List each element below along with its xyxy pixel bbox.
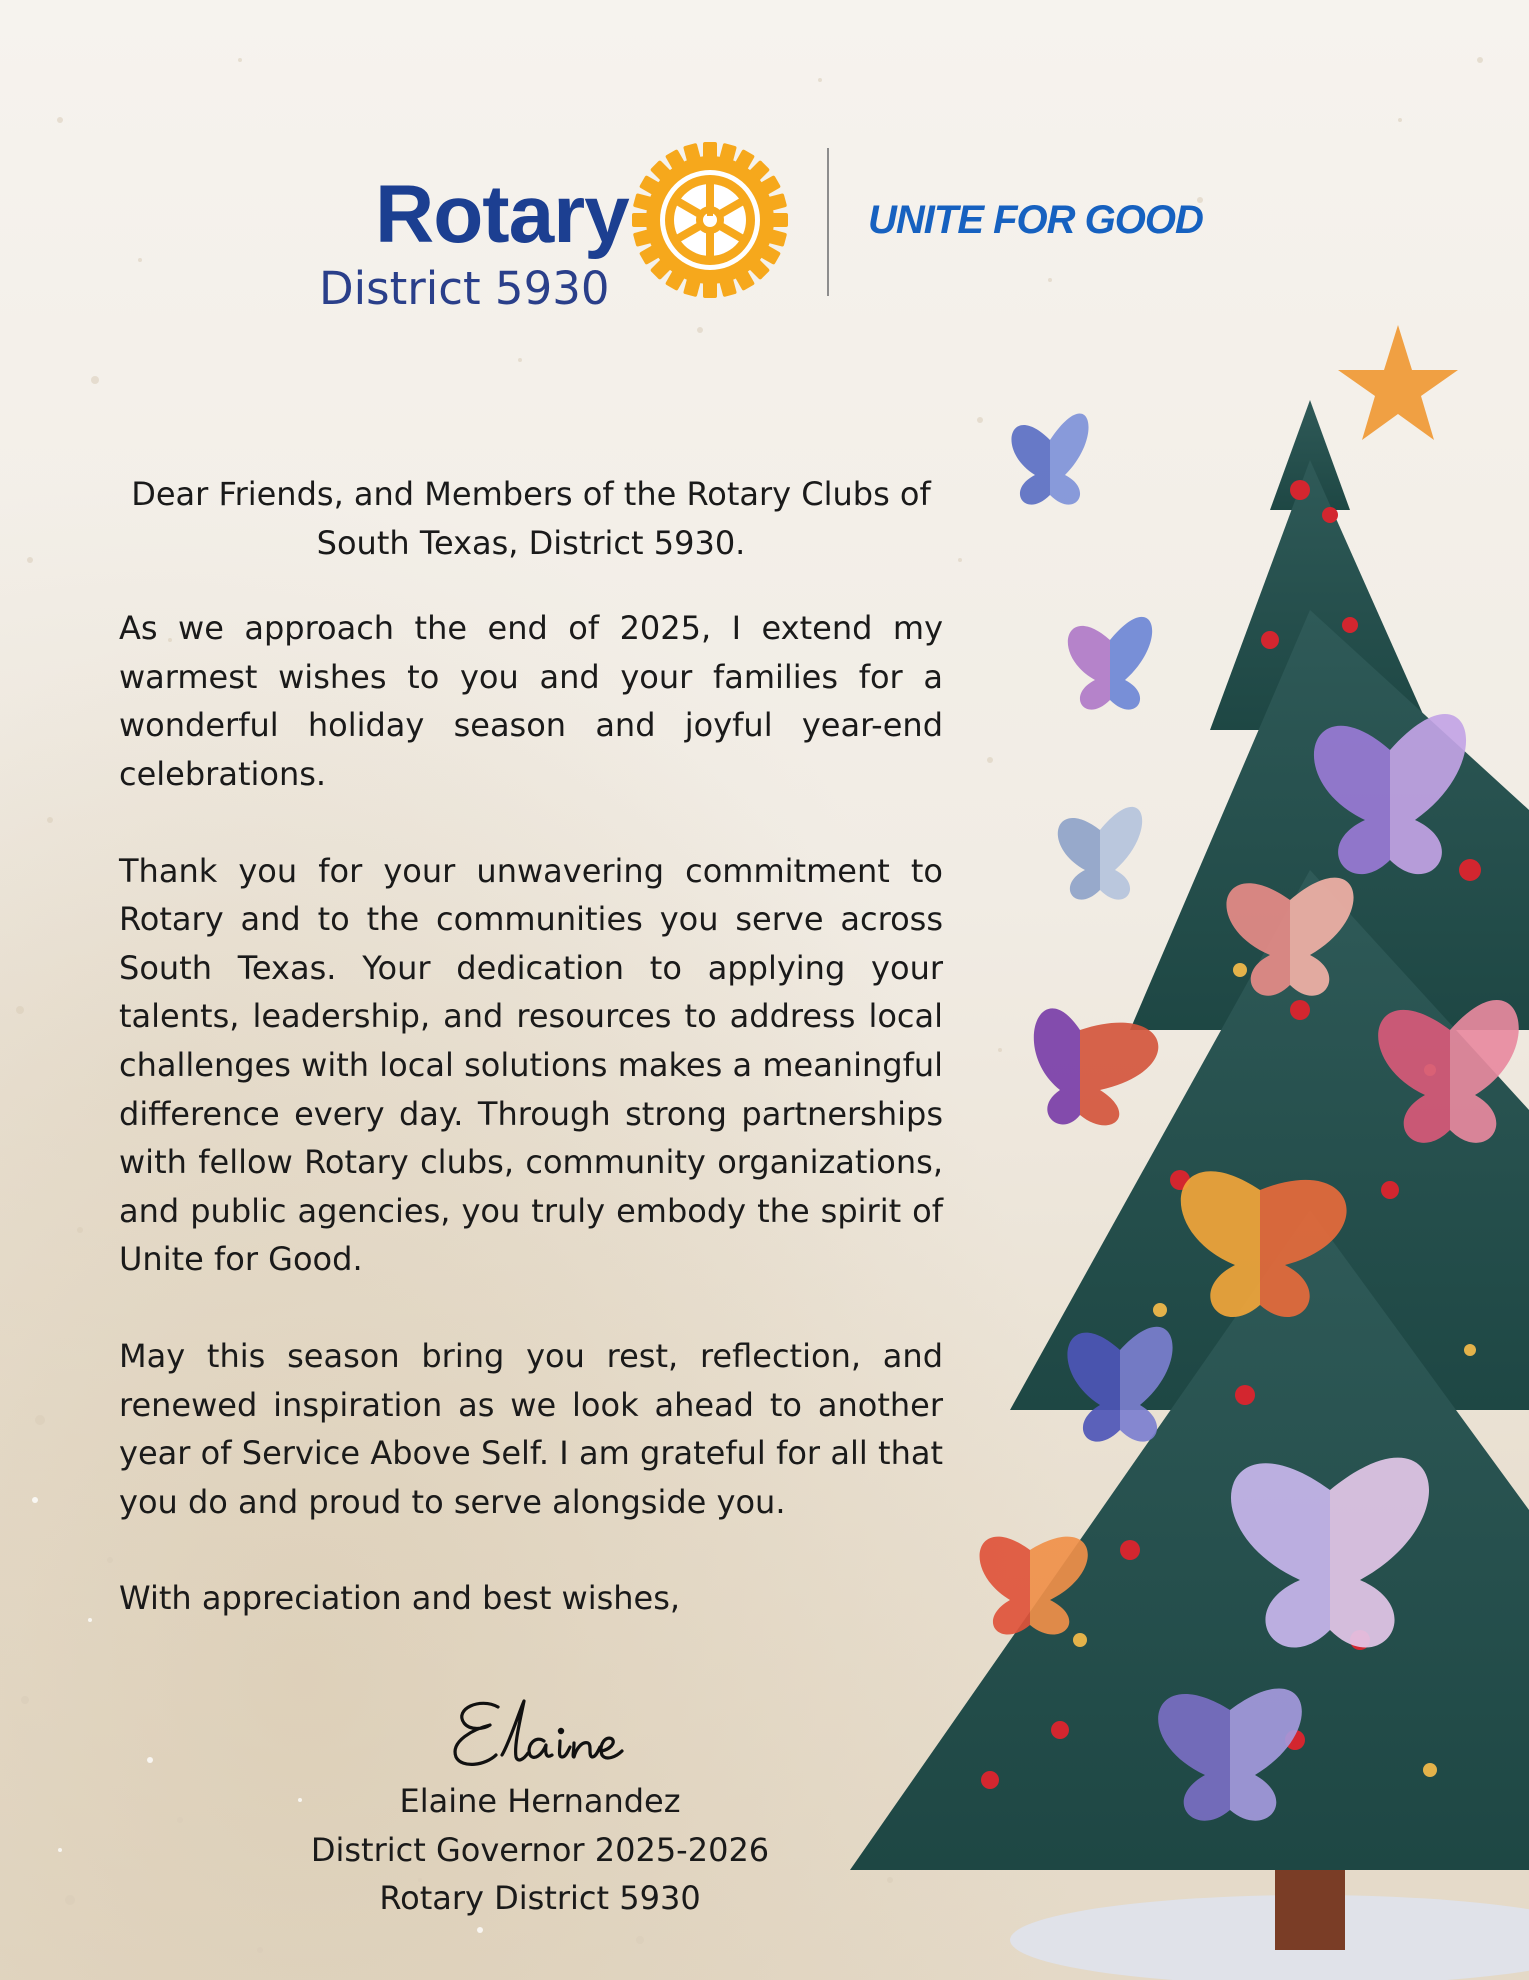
closing: With appreciation and best wishes, (119, 1579, 681, 1618)
header (310, 140, 1230, 320)
paragraph-2: Thank you for your unwavering commitment to Rotary and to the communities you serve across South Texas. Your dedication to applying your talents, leadership, and resources to address local challenges with local solutions makes a meaningful difference every day. Through strong partnerships with fellow Rotary clubs, community organizations, and public agencies, you truly embody the spirit of Unite for Good. (119, 851, 943, 1279)
rotary-wordmark: Rotary (375, 169, 629, 260)
signer-title: District Governor 2025-2026 (310, 1830, 770, 1869)
letter-body (119, 470, 943, 1623)
paragraph-1: As we approach the end of 2025, I extend my warmest wishes to you and your families for a wonderful holiday season and joyful year-end celebrations. (119, 609, 943, 793)
district-label: District 5930 (319, 262, 610, 315)
handwritten-signature (440, 1685, 640, 1777)
salutation: Dear Friends, and Members of the Rotary Clubs of South Texas, District 5930. (131, 475, 931, 562)
signature-block (260, 1685, 820, 1923)
signer-name: Elaine Hernandez (399, 1782, 681, 1820)
rotary-wheel-icon (632, 142, 788, 298)
paragraph-3: May this season bring you rest, reflection, and renewed inspiration as we look ahead to another year of Service Above Self. I am grateful for all that you do and proud to serve alongside you. (119, 1336, 943, 1521)
tagline: UNITE FOR GOOD (868, 198, 1203, 242)
header-divider (827, 148, 829, 296)
signer-organization: Rotary District 5930 (379, 1879, 701, 1918)
